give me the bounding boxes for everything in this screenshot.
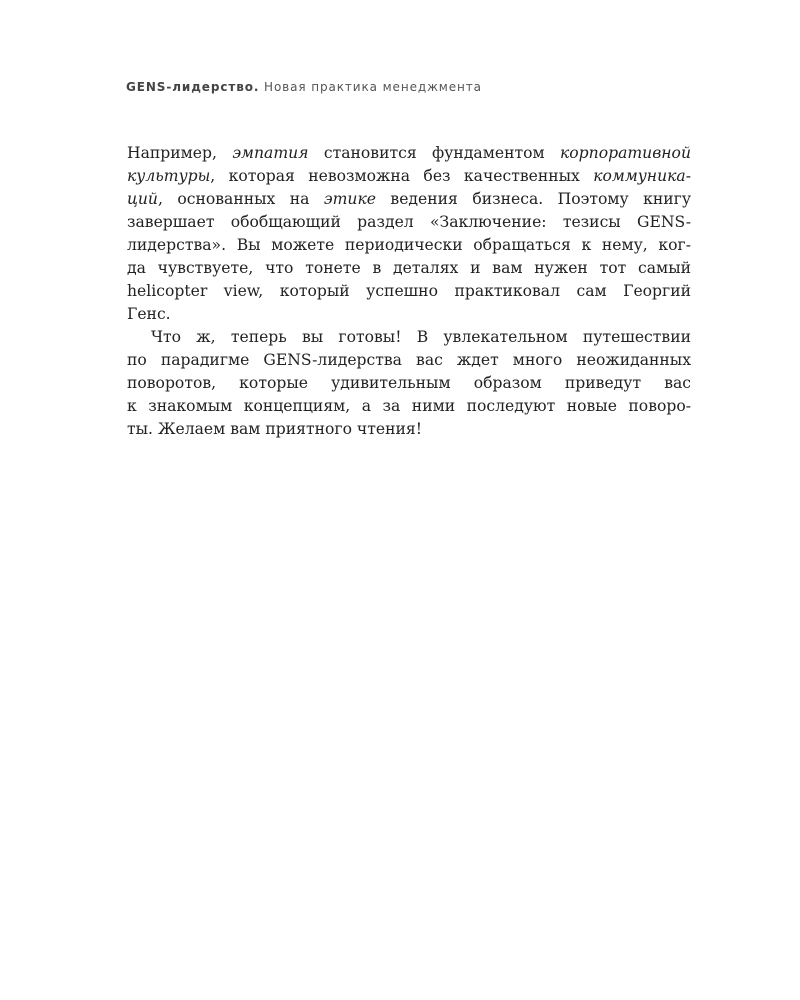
emphasis-word: эмпатия bbox=[232, 144, 309, 162]
text-line: ты. Желаем вам приятного чтения! bbox=[127, 420, 422, 438]
text-line: по парадигме GENS-лидерства вас ждет много неожиданных bbox=[127, 351, 691, 369]
text-line: культуры, которая невозможна без качественных коммуника- bbox=[127, 167, 691, 185]
text-line: ций, основанных на этике ведения бизнеса. Поэтому книгу bbox=[127, 190, 691, 208]
text-line: Что ж, теперь вы готовы! В увлекательном путешествии bbox=[151, 328, 691, 346]
text-line: лидерства». Вы можете периодически обращаться к нему, ког- bbox=[127, 236, 691, 254]
text-line: завершает обобщающий раздел «Заключение: тезисы GENS- bbox=[127, 213, 691, 231]
book-series-title: GENS-лидерство. bbox=[126, 80, 260, 94]
text-line: к знакомым концепциям, а за ними последуют новые поворо- bbox=[127, 397, 691, 415]
emphasis-word: культуры bbox=[127, 167, 211, 185]
text-line: helicopter view, который успешно практиковал сам Георгий bbox=[127, 282, 691, 300]
text-line: поворотов, которые удивительным образом приведут вас bbox=[127, 374, 691, 392]
text-line: Генс. bbox=[127, 305, 171, 323]
text-line: да чувствуете, что тонете в деталях и вам нужен тот самый bbox=[127, 259, 691, 277]
emphasis-word: корпоративной bbox=[559, 144, 691, 162]
emphasis-word: коммуника- bbox=[593, 167, 691, 185]
text-line: Например, эмпатия становится фундаментом корпоративной bbox=[127, 144, 691, 162]
running-header bbox=[126, 80, 482, 94]
book-subtitle: Новая практика менеджмента bbox=[264, 80, 482, 94]
paragraph-2 bbox=[127, 326, 691, 441]
paragraph-1 bbox=[127, 142, 691, 326]
emphasis-word: ций bbox=[127, 190, 158, 208]
body-text bbox=[127, 142, 691, 441]
emphasis-word: этике bbox=[323, 190, 376, 208]
